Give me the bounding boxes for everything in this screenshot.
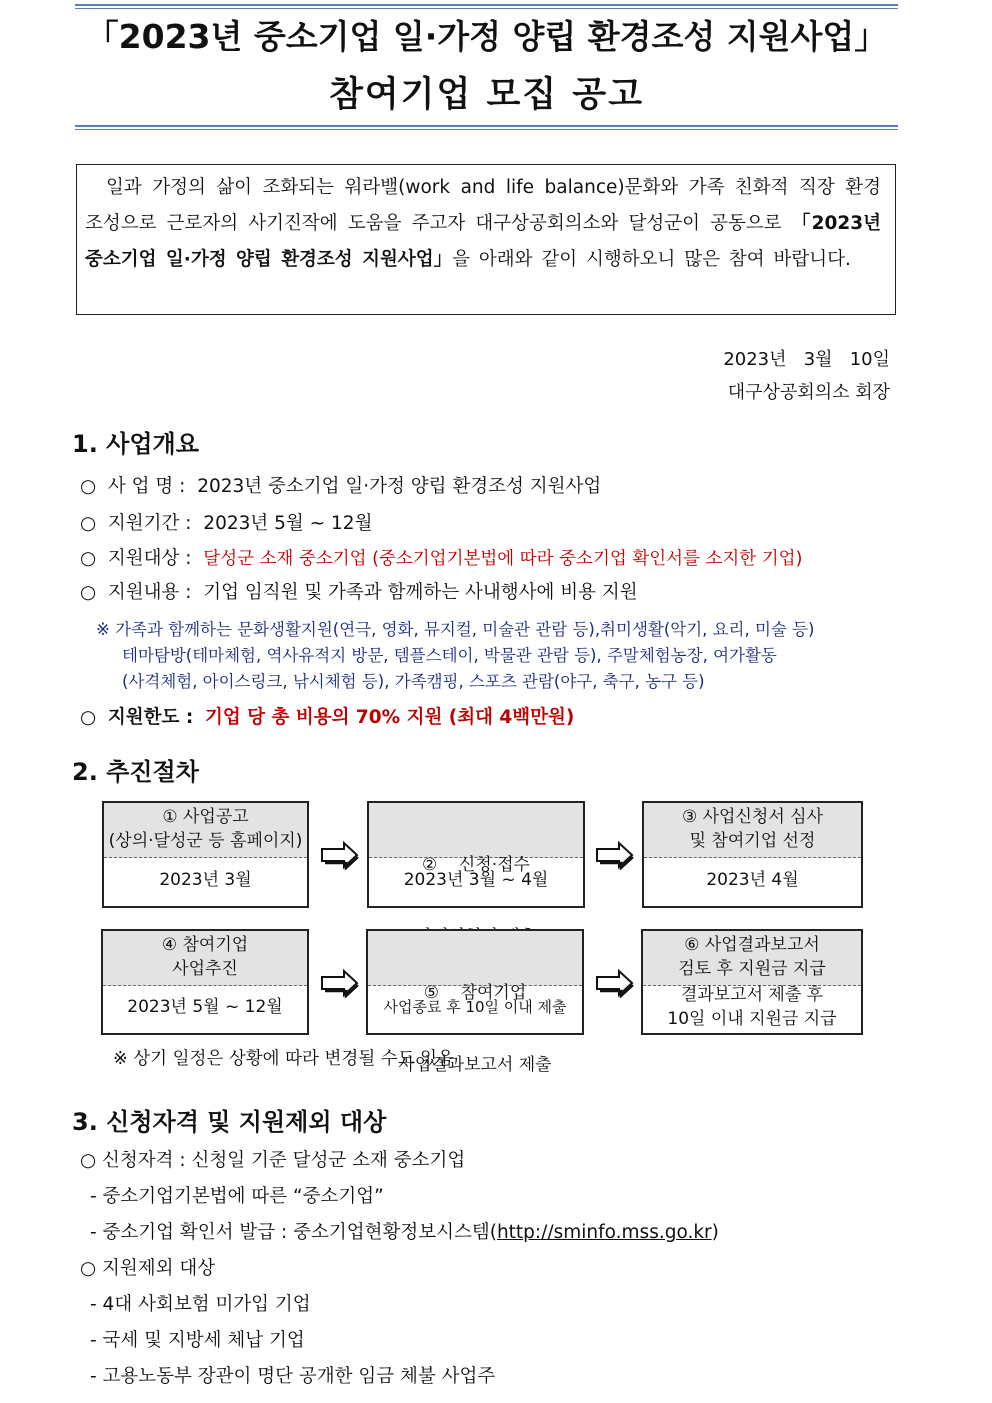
item-value: 달성군 소재 중소기업 (중소기업기본법에 따라 중소기업 확인서를 소지한 기업) [203,549,803,569]
overview-item-limit [80,703,574,729]
page-title: 「2023년 중소기업 일·가정 양립 환경조성 지원사업」 [85,17,888,56]
exclusion-item: - 국세 및 지방세 체납 기업 [90,1330,305,1351]
bullet: ○ [80,582,97,603]
overview-item-target [80,544,802,570]
step-subtitle: 사업추진 [172,959,238,979]
item-label: 지원대상 : [107,548,192,569]
item-value: 2023년 중소기업 일·가정 양립 환경조성 지원사업 [197,476,602,497]
overview-item-period [80,509,372,535]
sminfo-link[interactable]: http://sminfo.mss.go.kr [496,1222,712,1243]
section2-heading: 2. 추진절차 [72,758,199,786]
eligibility-text: - 중소기업 확인서 발급 : 중소기업현황정보시스템( [90,1222,497,1243]
step-title: ⑥ 사업결과보고서 [684,935,820,955]
exclusion-item: - 고용노동부 장관이 명단 공개한 임금 체불 사업주 [90,1366,496,1387]
overview-item-name [80,472,601,498]
step-subtitle: 사업결과보고서 제출 [398,1055,552,1075]
step-head [369,803,583,875]
step-subtitle: (상의·달성군 등 홈페이지) [108,831,303,851]
note-mark: ※ [96,620,110,639]
step-body [369,854,583,906]
process-step-3 [642,801,863,908]
process-step-5 [366,929,584,1075]
arrow-right-icon [595,968,635,998]
step-head [103,931,307,986]
arrow-right-icon [320,840,360,870]
step-body [643,981,861,1033]
bullet: ○ [80,476,97,497]
item-value: 기업 임직원 및 가족과 함께하는 사내행사에 비용 지원 [203,582,638,603]
step-title: ③ 사업신청서 심사 [681,807,823,827]
item-label: 지원한도 : [107,707,194,728]
note-line-2: 테마탐방(테마체험, 역사유적지 방문, 템플스테이, 박물관 관람 등), 주말체험농장, 여가활동 [122,646,777,665]
process-step-4 [101,929,309,1035]
item-label: 사 업 명 : [107,476,186,497]
step-body [103,981,307,1033]
step-title: ⑤ 참여기업 [423,983,527,1003]
title-top-rule [75,4,898,9]
step-date: 사업종료 후 10일 이내 제출 [383,998,567,1016]
section3-heading: 3. 신청자격 및 지원제외 대상 [72,1108,387,1136]
intro-text [85,170,881,278]
notice-date: 2023년 3월 10일 [723,349,890,370]
intro-bold: 「2023년 중소기업 일·가정 양립 환경조성 지원사업」 [85,213,881,270]
arrow-right-icon [320,968,360,998]
item-label: 지원기간 : [107,513,192,534]
step-body [104,854,307,906]
note-line-1 [96,616,815,640]
step-date: 2023년 3월 [159,870,252,890]
arrow-right-icon [595,840,635,870]
step-body [368,981,582,1033]
step-date: 결과보고서 제출 후 [680,985,824,1005]
item-value: 2023년 5월 ~ 12월 [203,513,373,534]
process-footnote: ※ 상기 일정은 상황에 따라 변경될 수도 있음 [113,1049,454,1069]
notice-issuer: 대구상공회의소 회장 [727,382,890,403]
exclusion-heading: ○ 지원제외 대상 [80,1258,216,1279]
title-bottom-rule [75,125,898,130]
exclusion-item: - 4대 사회보험 미가입 기업 [90,1294,311,1315]
bullet: ○ [80,513,97,534]
step-date: 2023년 4월 [706,870,799,890]
step-head [644,803,861,858]
item-label: 지원내용 : [107,582,192,603]
link-close: ) [711,1222,719,1243]
note-line-3: (사격체험, 아이스링크, 낚시체험 등), 가족캠핑, 스포츠 관람(야구, 축구, 농구 등) [122,672,705,691]
item-value: 기업 당 총 비용의 70% 지원 (최대 4백만원) [205,707,575,728]
step-title: ② 신청·접수 [422,855,530,875]
process-step-2 [367,801,585,908]
process-step-1 [102,801,309,908]
process-step-6 [641,929,863,1035]
note-text: 가족과 함께하는 문화생활지원(연극, 영화, 뮤지컬, 미술관 관람 등),취미생활(악기, 요리, 미술 등) [115,620,815,639]
page-subtitle: 참여기업 모집 공고 [329,75,644,115]
bullet: ○ [80,548,97,569]
step-subtitle: 검토 후 지원금 지급 [678,959,826,979]
step-head [643,931,861,986]
overview-item-content [80,578,638,604]
step-head [104,803,307,858]
bullet: ○ [80,707,97,728]
step-date: 2023년 3월 ~ 4월 [403,870,549,890]
eligibility-item [90,1218,719,1244]
eligibility-heading: ○ 신청자격 : 신청일 기준 달성군 소재 중소기업 [80,1150,466,1171]
step-title: ① 사업공고 [162,807,249,827]
section1-heading: 1. 사업개요 [72,430,199,458]
step-date-2: 10일 이내 지원금 지급 [667,1009,837,1029]
intro-part1: 일과 가정의 삶이 조화되는 워라밸(work and life balance)문화와 가족 친화적 직장 환경 조성으로 근로자의 사기진작에 도움을 주고자 대구상공회의소와 달성군이 공동으로 [85,177,882,234]
step-title: ④ 참여기업 [161,935,249,955]
eligibility-item: - 중소기업기본법에 따른 “중소기업” [90,1186,384,1207]
intro-box [76,164,896,315]
step-body [644,854,861,906]
step-subtitle: 및 참여기업 선정 [689,831,816,851]
intro-part2: 을 아래와 같이 시행하오니 많은 참여 바랍니다. [452,249,851,270]
step-date: 2023년 5월 ~ 12월 [127,997,283,1017]
